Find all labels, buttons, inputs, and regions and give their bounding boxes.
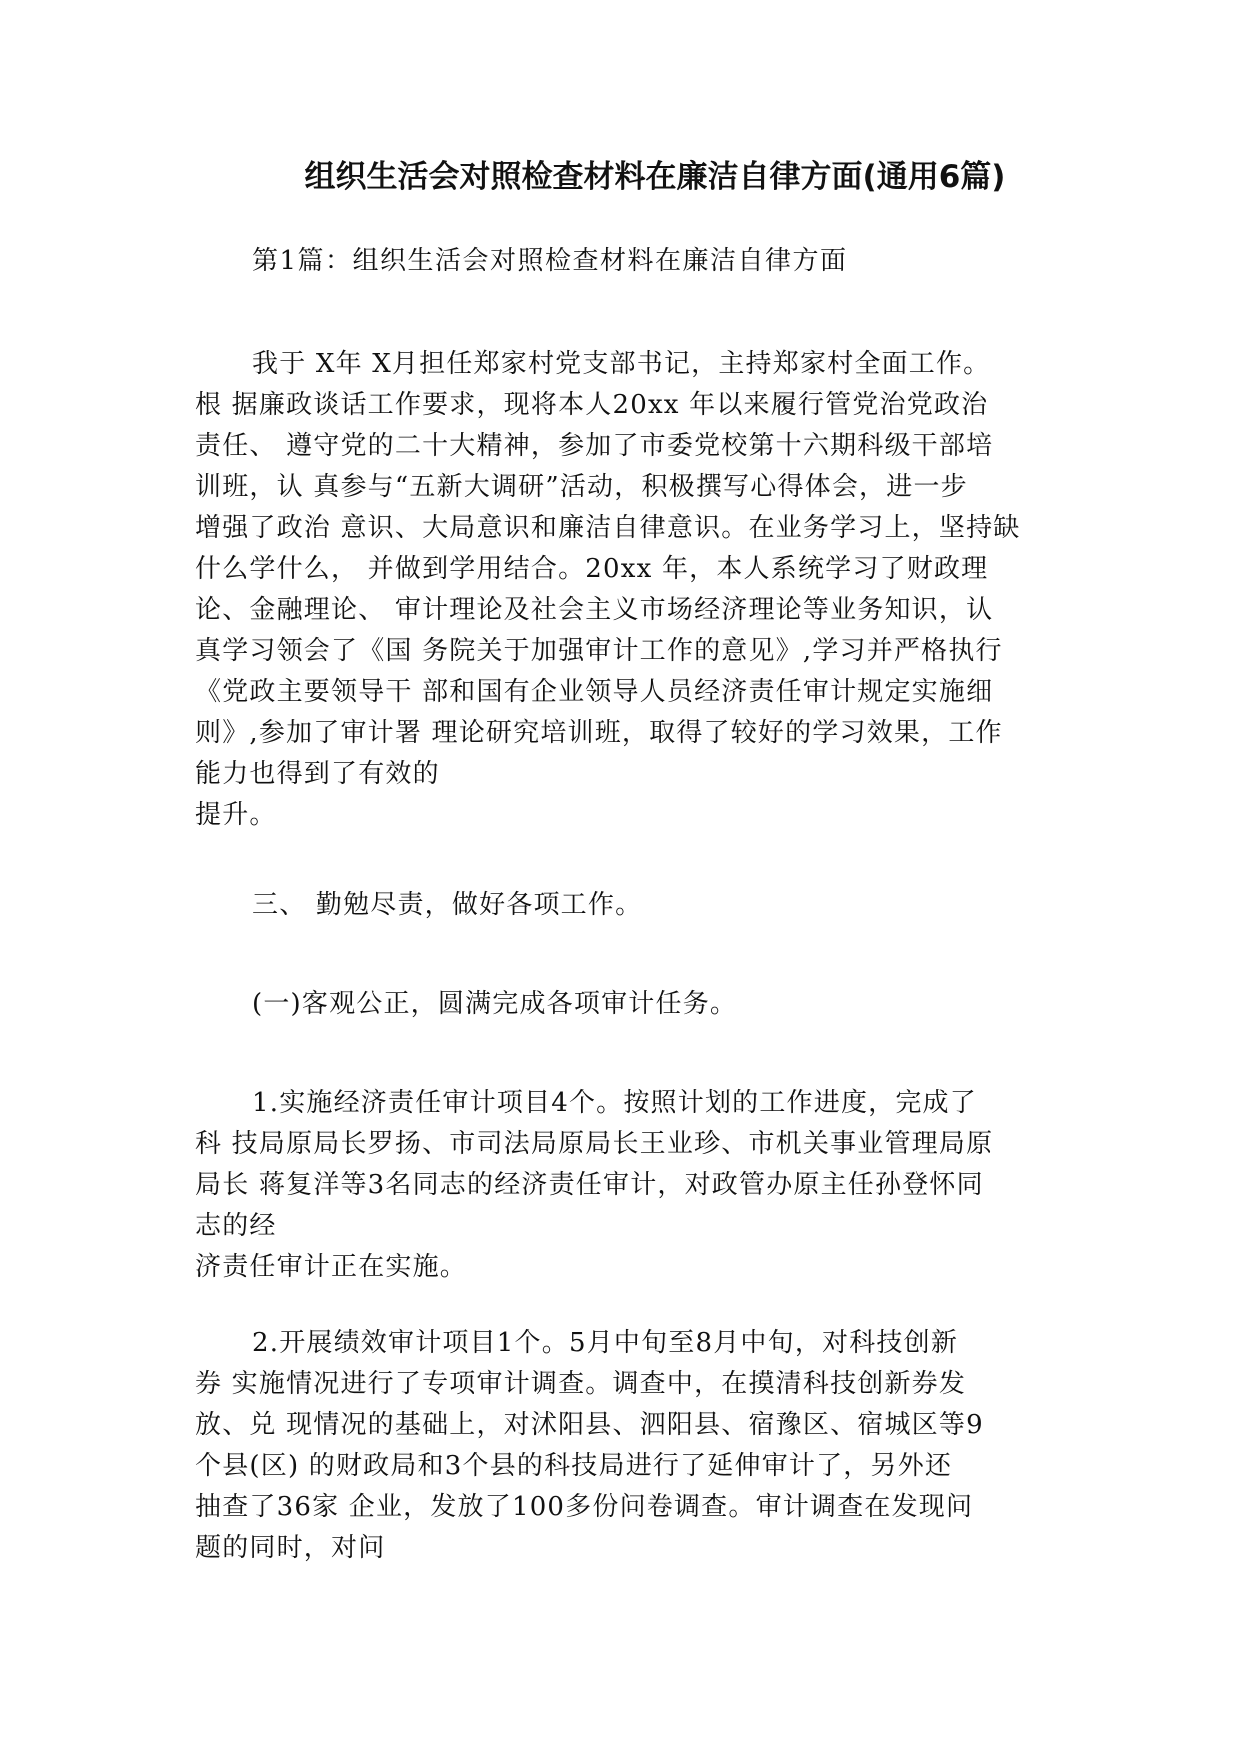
paragraph-line: 真学习领会了《国 务院关于加强审计工作的意见》,学习并严格执行 bbox=[195, 636, 1003, 666]
document-title: 组织生活会对照检查材料在廉洁自律方面(通用6篇) bbox=[304, 159, 1006, 195]
section-subtitle: 第1篇：组织生活会对照检查材料在廉洁自律方面 bbox=[252, 246, 848, 276]
paragraph-line: 能力也得到了有效的 bbox=[195, 759, 440, 789]
paragraph-line: 个县(区) 的财政局和3个县的科技局进行了延伸审计了，另外还 bbox=[195, 1451, 953, 1481]
paragraph-line: 责任、 遵守党的二十大精神，参加了市委党校第十六期科级干部培 bbox=[195, 431, 994, 461]
paragraph-line: 论、金融理论、 审计理论及社会主义市场经济理论等业务知识，认 bbox=[195, 595, 994, 625]
paragraph-line: 科 技局原局长罗扬、市司法局原局长王业珍、市机关事业管理局原 bbox=[195, 1129, 994, 1159]
paragraph-line: 提升。 bbox=[195, 800, 277, 830]
subsection-heading: (一)客观公正，圆满完成各项审计任务。 bbox=[252, 989, 738, 1019]
paragraph-line: 训班，认 真参与“五新大调研”活动，积极撰写心得体会，进一步 bbox=[195, 472, 968, 502]
section-heading: 三、 勤勉尽责，做好各项工作。 bbox=[252, 890, 643, 920]
paragraph-line: 题的同时，对问 bbox=[195, 1533, 386, 1563]
paragraph-line: 2.开展绩效审计项目1个。5月中旬至8月中旬，对科技创新 bbox=[252, 1328, 959, 1358]
paragraph-line: 抽查了36家 企业，发放了100多份问卷调查。审计调查在发现问 bbox=[195, 1492, 974, 1522]
paragraph-line: 根 据廉政谈话工作要求，现将本人20xx 年以来履行管党治党政治 bbox=[195, 390, 989, 420]
paragraph-line: 则》,参加了审计署 理论研究培训班，取得了较好的学习效果，工作 bbox=[195, 718, 1003, 748]
paragraph-2 bbox=[195, 1083, 1055, 1288]
paragraph-line: 什么学什么， 并做到学用结合。20xx 年，本人系统学习了财政理 bbox=[195, 554, 989, 584]
paragraph-line: 我于 X年 X月担任郑家村党支部书记，主持郑家村全面工作。 bbox=[252, 349, 991, 379]
paragraph-line: 1.实施经济责任审计项目4个。按照计划的工作进度，完成了 bbox=[252, 1088, 977, 1118]
paragraph-line: 局长 蒋复洋等3名同志的经济责任审计，对政管办原主任孙登怀同 bbox=[195, 1170, 984, 1200]
paragraph-1 bbox=[195, 344, 1055, 836]
paragraph-3 bbox=[195, 1323, 1055, 1569]
paragraph-line: 志的经 bbox=[195, 1211, 277, 1241]
paragraph-line: 增强了政治 意识、大局意识和廉洁自律意识。在业务学习上，坚持缺 bbox=[195, 513, 1021, 543]
paragraph-line: 济责任审计正在实施。 bbox=[195, 1252, 468, 1282]
paragraph-line: 券 实施情况进行了专项审计调查。调查中，在摸清科技创新券发 bbox=[195, 1369, 967, 1399]
paragraph-line: 放、兑 现情况的基础上，对沭阳县、泗阳县、宿豫区、宿城区等9 bbox=[195, 1410, 984, 1440]
paragraph-line: 《党政主要领导干 部和国有企业领导人员经济责任审计规定实施细 bbox=[195, 677, 994, 707]
